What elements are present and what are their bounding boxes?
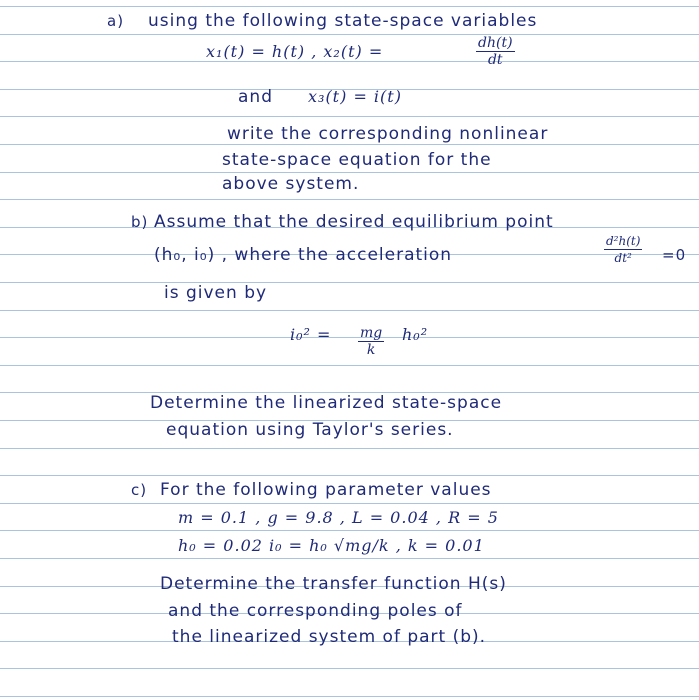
mg-numerator: mg [360, 325, 383, 341]
parameter-list-1: m = 0.1 , g = 9.8 , L = 0.04 , R = 5 [178, 508, 499, 527]
k-denominator: k [366, 342, 376, 358]
part-a-line-4: write the corresponding nonlinear [227, 124, 549, 144]
acceleration-denominator: dt² [614, 251, 632, 265]
ruled-line [0, 530, 699, 531]
part-b-label: b) [131, 213, 149, 231]
dh-dt-denominator: dt [487, 52, 503, 68]
ruled-line [0, 310, 699, 311]
part-b-line-2: (h₀, i₀) , where the acceleration [154, 245, 453, 265]
ruled-line [0, 696, 699, 697]
ruled-line [0, 6, 699, 7]
acceleration-fraction [604, 233, 642, 266]
part-b-line-4: Determine the linearized state-space [150, 393, 503, 413]
dh-dt-numerator: dh(t) [478, 35, 513, 51]
ruled-line [0, 199, 699, 200]
part-c-line-4: the linearized system of part (b). [172, 627, 487, 647]
part-b-line-1: Assume that the desired equilibrium point [154, 212, 554, 232]
ruled-line [0, 558, 699, 559]
part-c-label: c) [131, 481, 148, 499]
ruled-line [0, 365, 699, 366]
ruled-line [0, 172, 699, 173]
acceleration-numerator: d²h(t) [606, 234, 641, 248]
mg-over-k-fraction [358, 325, 384, 358]
part-a-label: a) [107, 12, 125, 30]
part-a-line-5: state-space equation for the [222, 150, 492, 170]
part-a-x3-equation: x₃(t) = i(t) [308, 87, 402, 106]
part-c-line-2: Determine the transfer function H(s) [160, 574, 507, 594]
acceleration-rhs: =0 [662, 246, 687, 264]
part-c-line-1: For the following parameter values [160, 480, 492, 500]
equilibrium-lhs: i₀² = [290, 325, 332, 344]
ruled-line [0, 337, 699, 338]
part-c-line-3: and the corresponding poles of [168, 601, 463, 621]
part-a-line-1: using the following state-space variables [148, 11, 538, 31]
ruled-line [0, 34, 699, 35]
ruled-line [0, 116, 699, 117]
ruled-line [0, 144, 699, 145]
ruled-line [0, 668, 699, 669]
part-b-line-3: is given by [164, 283, 268, 303]
ruled-line [0, 503, 699, 504]
ruled-line [0, 282, 699, 283]
dh-dt-fraction [476, 35, 515, 68]
part-a-line-2: x₁(t) = h(t) , x₂(t) = [206, 42, 384, 61]
part-a-and: and [238, 87, 273, 107]
part-b-line-5: equation using Taylor's series. [166, 420, 454, 440]
ruled-line [0, 475, 699, 476]
parameter-list-2: h₀ = 0.02 i₀ = h₀ √mg/k , k = 0.01 [178, 536, 485, 555]
part-a-line-6: above system. [222, 174, 360, 194]
ruled-line [0, 448, 699, 449]
equilibrium-rhs: h₀² [402, 325, 429, 344]
